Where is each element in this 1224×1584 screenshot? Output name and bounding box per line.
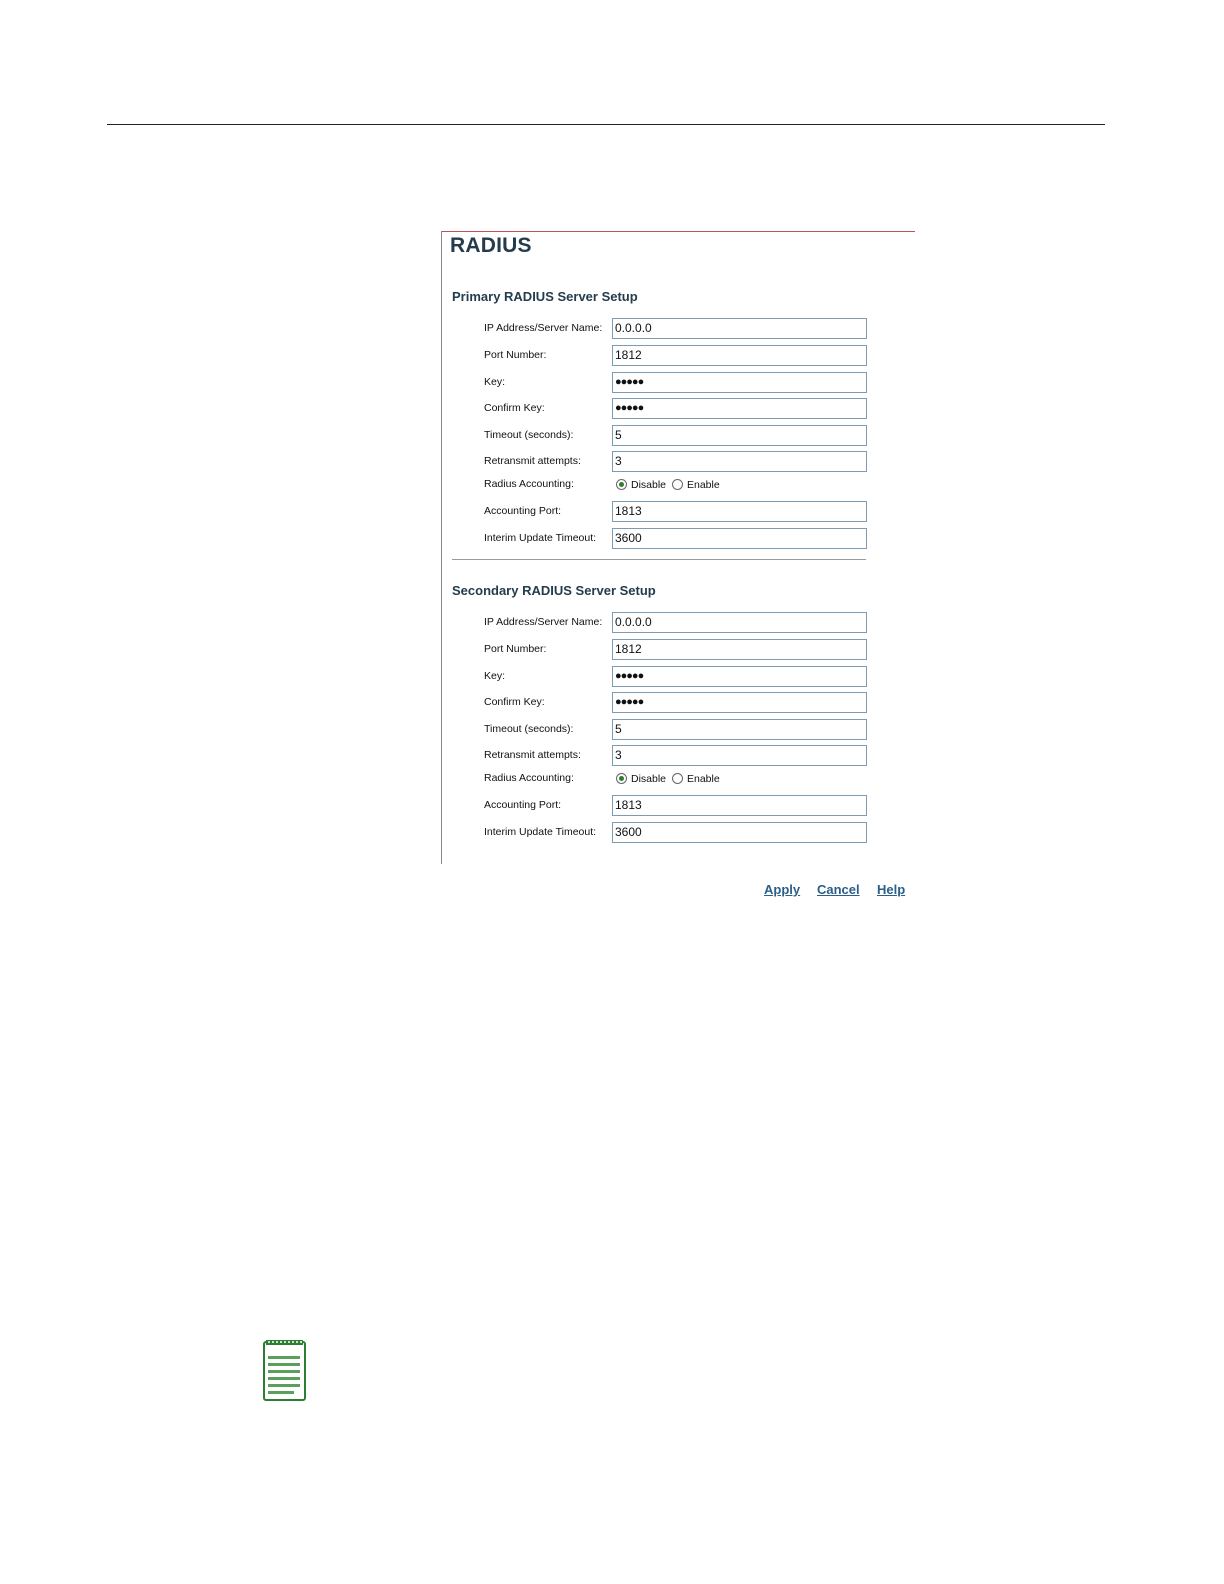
- primary-accounting-enable-label[interactable]: Enable: [687, 479, 720, 491]
- secondary-accounting-port-label: Accounting Port:: [484, 799, 562, 811]
- secondary-interim-input[interactable]: 3600: [612, 822, 867, 843]
- primary-interim-label: Interim Update Timeout:: [484, 532, 597, 544]
- secondary-accounting-label: Radius Accounting:: [484, 772, 574, 784]
- help-link[interactable]: Help: [877, 882, 906, 897]
- primary-port-input[interactable]: 1812: [612, 345, 867, 366]
- secondary-key-row: [441, 666, 915, 688]
- secondary-timeout-input[interactable]: 5: [612, 719, 867, 740]
- radius-panel: [441, 231, 915, 864]
- secondary-accounting-row: [441, 770, 915, 792]
- secondary-confirm-key-input[interactable]: ●●●●●: [612, 692, 867, 713]
- secondary-retransmit-label: Retransmit attempts:: [484, 749, 581, 761]
- secondary-accounting-port-input[interactable]: 1813: [612, 795, 867, 816]
- primary-ip-label: IP Address/Server Name:: [484, 322, 603, 334]
- primary-accounting-label: Radius Accounting:: [484, 478, 574, 490]
- primary-retransmit-input[interactable]: 3: [612, 451, 867, 472]
- primary-accounting-disable-radio[interactable]: [616, 479, 627, 490]
- primary-accounting-port-input[interactable]: 1813: [612, 501, 867, 522]
- secondary-accounting-disable-label[interactable]: Disable: [631, 773, 667, 785]
- primary-timeout-row: [441, 425, 915, 447]
- secondary-accounting-port-row: [441, 795, 915, 817]
- primary-accounting-port-row: [441, 501, 915, 523]
- panel-top-rule: [441, 231, 915, 232]
- primary-key-row: [441, 372, 915, 394]
- secondary-ip-label: IP Address/Server Name:: [484, 616, 603, 628]
- primary-key-label: Key:: [484, 376, 506, 388]
- primary-accounting-disable-label[interactable]: Disable: [631, 479, 667, 491]
- section-divider: [452, 559, 866, 560]
- primary-accounting-enable-radio[interactable]: [672, 479, 683, 490]
- primary-timeout-input[interactable]: 5: [612, 425, 867, 446]
- primary-port-row: [441, 345, 915, 367]
- primary-interim-input[interactable]: 3600: [612, 528, 867, 549]
- secondary-timeout-label: Timeout (seconds):: [484, 723, 574, 735]
- primary-confirm-key-row: [441, 398, 915, 420]
- secondary-retransmit-input[interactable]: 3: [612, 745, 867, 766]
- primary-accounting-row: [441, 476, 915, 498]
- secondary-confirm-key-label: Confirm Key:: [484, 696, 545, 708]
- note-pad-icon: [262, 1337, 308, 1403]
- secondary-port-input[interactable]: 1812: [612, 639, 867, 660]
- primary-accounting-port-label: Accounting Port:: [484, 505, 562, 517]
- secondary-accounting-disable-radio[interactable]: [616, 773, 627, 784]
- primary-timeout-label: Timeout (seconds):: [484, 429, 574, 441]
- secondary-confirm-key-row: [441, 692, 915, 714]
- primary-retransmit-label: Retransmit attempts:: [484, 455, 581, 467]
- secondary-port-label: Port Number:: [484, 643, 547, 655]
- secondary-key-label: Key:: [484, 670, 506, 682]
- primary-retransmit-row: [441, 451, 915, 473]
- secondary-ip-input[interactable]: 0.0.0.0: [612, 612, 867, 633]
- secondary-timeout-row: [441, 719, 915, 741]
- secondary-retransmit-row: [441, 745, 915, 767]
- page-top-rule: [107, 124, 1105, 125]
- primary-confirm-key-label: Confirm Key:: [484, 402, 545, 414]
- secondary-interim-row: [441, 822, 915, 844]
- secondary-ip-row: [441, 612, 915, 634]
- secondary-port-row: [441, 639, 915, 661]
- page-title: RADIUS: [450, 234, 532, 257]
- primary-section-title: Primary RADIUS Server Setup: [452, 289, 638, 304]
- apply-link[interactable]: Apply: [764, 882, 801, 897]
- cancel-link[interactable]: Cancel: [817, 882, 860, 897]
- primary-ip-input[interactable]: 0.0.0.0: [612, 318, 867, 339]
- secondary-interim-label: Interim Update Timeout:: [484, 826, 597, 838]
- secondary-section-title: Secondary RADIUS Server Setup: [452, 583, 656, 598]
- primary-confirm-key-input[interactable]: ●●●●●: [612, 398, 867, 419]
- secondary-key-input[interactable]: ●●●●●: [612, 666, 867, 687]
- primary-interim-row: [441, 528, 915, 550]
- secondary-accounting-enable-label[interactable]: Enable: [687, 773, 720, 785]
- primary-port-label: Port Number:: [484, 349, 547, 361]
- secondary-accounting-enable-radio[interactable]: [672, 773, 683, 784]
- primary-key-input[interactable]: ●●●●●: [612, 372, 867, 393]
- primary-ip-row: [441, 318, 915, 340]
